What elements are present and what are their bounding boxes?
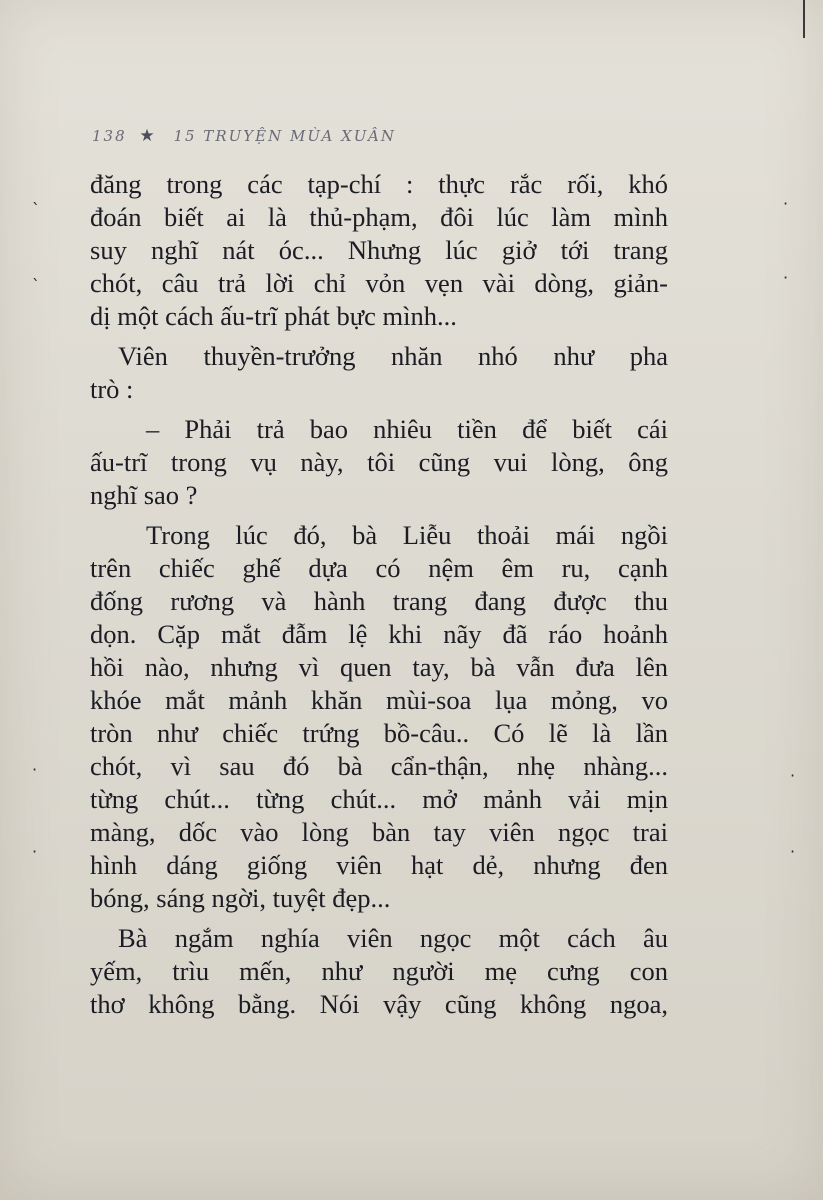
body-text [90,168,668,1028]
margin-mark-icon: · [32,760,38,779]
running-header [92,126,396,146]
margin-mark-icon: ˎ [32,186,40,205]
paragraph-1 [90,168,668,333]
book-title: 15 TRUYỆN MÙA XUÂN [173,127,396,145]
margin-mark-icon: · [32,842,38,861]
text-line: – Phải trả bao nhiêu tiền để biết cái [146,414,668,444]
text-line: đống rương và hành trang đang được thu [90,586,668,616]
text-line: tròn như chiếc trứng bồ-câu.. Có lẽ là lần [90,718,668,748]
text-line: ấu-trĩ trong vụ này, tôi cũng vui lòng, ông [90,447,668,477]
text-line: hình dáng giống viên hạt dẻ, nhưng đen [90,850,668,880]
text-line: Bà ngắm nghía viên ngọc một cách âu [118,923,668,953]
margin-mark-icon: · [790,842,796,861]
text-line: trò : [90,374,134,404]
text-line: chót, câu trả lời chỉ vỏn vẹn vài dòng, giản- [90,268,668,298]
margin-mark-icon: · [790,766,796,785]
text-line: trên chiếc ghế dựa có nệm êm ru, cạnh [90,553,668,583]
margin-mark-icon: ˎ [32,262,40,281]
paragraph-2 [90,340,668,406]
text-line: bóng, sáng ngời, tuyệt đẹp... [90,883,391,913]
text-line: Trong lúc đó, bà Liễu thoải mái ngồi [146,520,668,550]
paragraph-5 [90,922,668,1021]
page-edge-mark [803,0,805,38]
text-line: dị một cách ấu-trĩ phát bực mình... [90,301,457,331]
text-line: hồi nào, nhưng vì quen tay, bà vẫn đưa lên [90,652,668,682]
page-number: 138 [92,127,127,145]
paragraph-3 [90,413,668,512]
text-line: thơ không bằng. Nói vậy cũng không ngoa, [90,989,668,1019]
text-line: chót, vì sau đó bà cẩn-thận, nhẹ nhàng... [90,751,668,781]
paragraph-4 [90,519,668,915]
text-line: yếm, trìu mến, như người mẹ cưng con [90,956,668,986]
text-line: dọn. Cặp mắt đẫm lệ khi nãy đã ráo hoảnh [90,619,668,649]
text-line: từng chút... từng chút... mở mảnh vải mịn [90,784,668,814]
text-line: đoán biết ai là thủ-phạm, đôi lúc làm mình [90,202,668,232]
star-icon: ★ [139,126,157,146]
text-line: màng, dốc vào lòng bàn tay viên ngọc trai [90,817,668,847]
margin-mark-icon: · [783,268,789,287]
text-line: khóe mắt mảnh khăn mùi-soa lụa mỏng, vo [90,685,668,715]
text-line: nghĩ sao ? [90,480,198,510]
text-line: suy nghĩ nát óc... Nhưng lúc giở tới trang [90,235,668,265]
text-line: Viên thuyền-trưởng nhăn nhó như pha [118,341,668,371]
margin-mark-icon: · [783,194,789,213]
text-line: đăng trong các tạp-chí : thực rắc rối, khó [90,169,668,199]
